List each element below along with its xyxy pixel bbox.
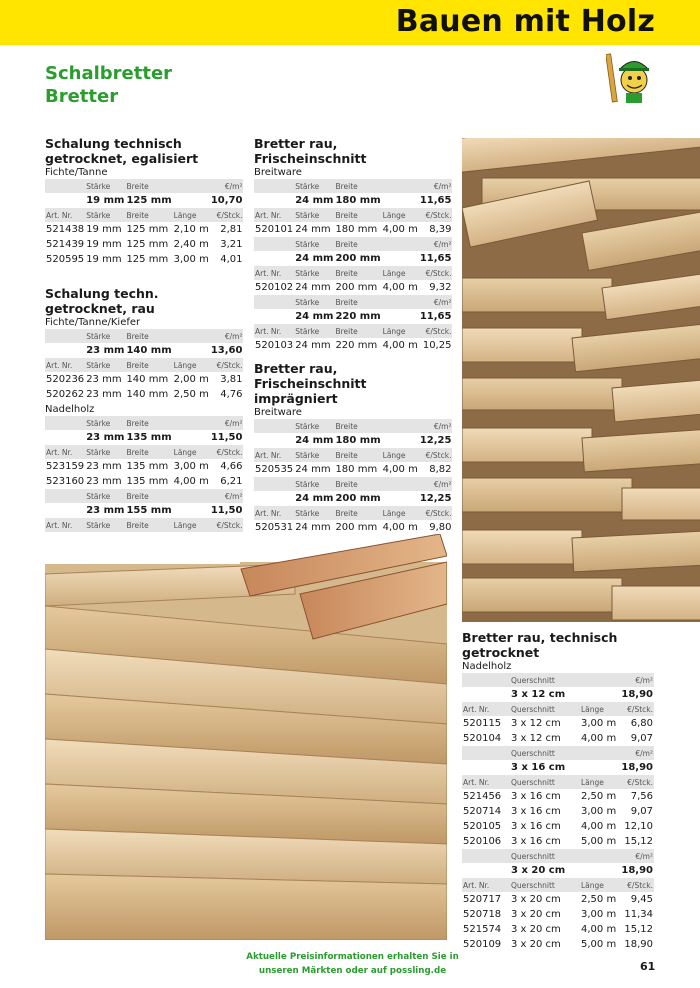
table-row: 3 x 12 cm 18,90: [511, 689, 653, 700]
table-header-row: Art. Nr. Querschnitt Länge €/Stck.: [462, 775, 654, 789]
table-row: 520103 24 mm 220 mm 4,00 m 10,25: [255, 340, 452, 351]
table-row: 520714 3 x 16 cm 3,00 m 9,07: [463, 806, 653, 817]
table-row: 520531 24 mm 200 mm 4,00 m 9,80: [255, 522, 452, 533]
table-header-row: Stärke Breite €/m²: [254, 477, 452, 491]
table-header-row: Art. Nr. Stärke Breite Länge €/Stck.: [254, 208, 452, 222]
table-header-row: Querschnitt €/m²: [462, 746, 654, 760]
block-title: Bretter rau, technisch getrocknet: [462, 630, 618, 660]
table-row: 24 mm 220 mm 11,65: [295, 311, 452, 322]
table-header-row: Stärke Breite €/m²: [254, 419, 452, 433]
block-subtitle: Breitware: [254, 167, 302, 178]
table-header-row: Art. Nr. Stärke Breite Länge €/Stck.: [45, 358, 243, 372]
table-header-row: Stärke Breite €/m²: [45, 179, 243, 193]
table-header-row: Stärke Breite €/m²: [45, 489, 243, 503]
table-row: 24 mm 180 mm 11,65: [295, 195, 452, 206]
block-title: Schalung techn. getrocknet, rau: [45, 286, 159, 316]
table-header-row: Art. Nr. Stärke Breite Länge €/Stck.: [45, 518, 243, 532]
block-title-line2: imprägniert: [254, 391, 338, 406]
block-title: Bretter rau, Frischeinschnitt: [254, 136, 367, 166]
table-row: 520236 23 mm 140 mm 2,00 m 3,81: [46, 374, 243, 385]
block-title-line1: Bretter rau, Frischeinschnitt: [254, 361, 367, 391]
table-row: 520109 3 x 20 cm 5,00 m 18,90: [463, 939, 653, 950]
table-row: 520101 24 mm 180 mm 4,00 m 8,39: [255, 224, 452, 235]
table-header-row: Art. Nr. Stärke Breite Länge €/Stck.: [254, 448, 452, 462]
table-row: 520115 3 x 12 cm 3,00 m 6,80: [463, 718, 653, 729]
table-header-row: Stärke Breite €/m²: [254, 237, 452, 251]
price-table: [254, 419, 452, 535]
table-row: 23 mm 135 mm 11,50: [86, 432, 243, 443]
section-title-line1: Schalbretter: [45, 63, 173, 84]
table-row: 521439 19 mm 125 mm 2,40 m 3,21: [46, 239, 243, 250]
footer-line2[interactable]: unseren Märkten oder auf possling.de: [258, 966, 447, 976]
table-row: 521456 3 x 16 cm 2,50 m 7,56: [463, 791, 653, 802]
table-header-row: Art. Nr. Stärke Breite Länge €/Stck.: [45, 208, 243, 222]
block-subtitle: Fichte/Tanne: [45, 167, 108, 178]
table-header-row: Art. Nr. Stärke Breite Länge €/Stck.: [45, 445, 243, 459]
footer-line1: Aktuelle Preisinformationen erhalten Sie in: [246, 952, 459, 962]
block-title-line1: Schalung technisch: [45, 136, 182, 151]
table-row: 3 x 20 cm 18,90: [511, 865, 653, 876]
table-row: 23 mm 140 mm 13,60: [86, 345, 243, 356]
timber-stack-photo: [462, 138, 700, 622]
price-table: [45, 329, 243, 402]
table-row: 23 mm 155 mm 11,50: [86, 505, 243, 516]
table-row: 523159 23 mm 135 mm 3,00 m 4,66: [46, 461, 243, 472]
section-title-line2: Bretter: [45, 86, 119, 107]
block-bretter-frischeinschnitt: [254, 136, 452, 353]
table-row: 3 x 16 cm 18,90: [511, 762, 653, 773]
table-row: 24 mm 180 mm 12,25: [295, 435, 452, 446]
price-table: [254, 179, 452, 353]
price-table: [45, 179, 243, 267]
table-row: 520105 3 x 16 cm 4,00 m 12,10: [463, 821, 653, 832]
table-row: 520106 3 x 16 cm 5,00 m 15,12: [463, 836, 653, 847]
table-row: 521438 19 mm 125 mm 2,10 m 2,81: [46, 224, 243, 235]
table-header-row: Art. Nr. Querschnitt Länge €/Stck.: [462, 878, 654, 892]
block-subtitle: Fichte/Tanne/Kiefer: [45, 317, 141, 328]
table-header-row: Stärke Breite €/m²: [254, 295, 452, 309]
block-schalung-egalisiert: [45, 136, 243, 267]
footer-note: [245, 950, 460, 978]
price-table: [45, 416, 243, 547]
block-bretter-impraegniert: [254, 361, 452, 535]
table-row: 19 mm 125 mm 10,70: [86, 195, 243, 206]
table-row: 521574 3 x 20 cm 4,00 m 15,12: [463, 924, 653, 935]
section-title: [45, 62, 172, 108]
table-row: 520595 19 mm 125 mm 3,00 m 4,01: [46, 254, 243, 265]
table-header-row: Querschnitt €/m²: [462, 849, 654, 863]
table-header-row: Querschnitt €/m²: [462, 673, 654, 687]
table-header-row: Art. Nr. Stärke Breite Länge €/Stck.: [254, 324, 452, 338]
block-subtitle: Breitware: [254, 407, 302, 418]
page-number: 61: [640, 960, 656, 973]
page-header-title: Bauen mit Holz: [395, 4, 655, 39]
table-header-row: Stärke Breite €/m²: [45, 416, 243, 430]
mascot-logo: [606, 50, 658, 104]
price-table: [462, 673, 654, 952]
table-row: 520102 24 mm 200 mm 4,00 m 9,32: [255, 282, 452, 293]
table-row: 520104 3 x 12 cm 4,00 m 9,07: [463, 733, 653, 744]
table-row: 24 mm 200 mm 12,25: [295, 493, 452, 504]
table-header-row: Art. Nr. Querschnitt Länge €/Stck.: [462, 702, 654, 716]
block-bretter-technisch-getrocknet: [462, 630, 654, 952]
table-row: 24 mm 200 mm 11,65: [295, 253, 452, 264]
boards-pile-photo: [45, 534, 447, 940]
table-header-row: Art. Nr. Stärke Breite Länge €/Stck.: [254, 506, 452, 520]
table-row: 520718 3 x 20 cm 3,00 m 11,34: [463, 909, 653, 920]
table-header-row: Stärke Breite €/m²: [254, 179, 452, 193]
table-header-row: Art. Nr. Stärke Breite Länge €/Stck.: [254, 266, 452, 280]
table-row: 520262 23 mm 140 mm 2,50 m 4,76: [46, 389, 243, 400]
block-subtitle: Nadelholz: [45, 404, 95, 415]
block-subtitle: Nadelholz: [462, 661, 512, 672]
block-title-line2: getrocknet, egalisiert: [45, 151, 199, 166]
table-row: 520535 24 mm 180 mm 4,00 m 8,82: [255, 464, 452, 475]
block-schalung-rau: [45, 286, 243, 547]
table-row: 523160 23 mm 135 mm 4,00 m 6,21: [46, 476, 243, 487]
table-row: 520717 3 x 20 cm 2,50 m 9,45: [463, 894, 653, 905]
table-header-row: Stärke Breite €/m²: [45, 329, 243, 343]
